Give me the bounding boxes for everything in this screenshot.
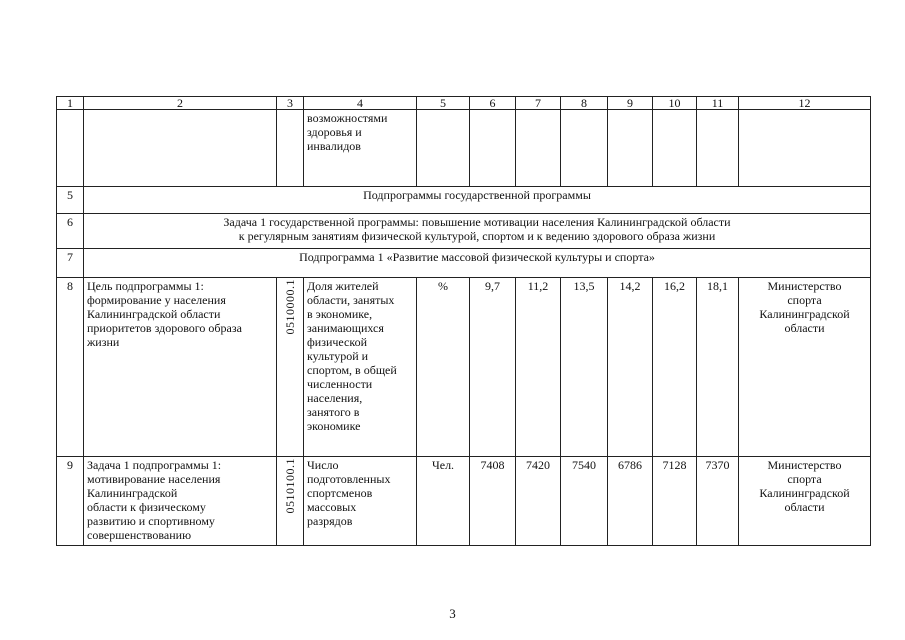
page-number: 3 <box>449 606 456 621</box>
value-cell: 14,2 <box>608 278 653 457</box>
code-cell <box>277 457 304 546</box>
indicator-cell: Число подготовленных спортсменов массовых разрядов <box>304 457 417 546</box>
value-cell: 7370 <box>697 457 739 546</box>
empty-cell <box>417 110 470 187</box>
goal-cell: Задача 1 подпрограммы 1: мотивирование населения Калининградской области к физическому развитию и спортивному совершенствованию <box>84 457 277 546</box>
empty-cell <box>561 110 608 187</box>
empty-cell <box>739 110 871 187</box>
row-number: 6 <box>57 214 84 249</box>
empty-cell <box>84 110 277 187</box>
header-cell: 1 <box>57 97 84 110</box>
value-cell: 16,2 <box>653 278 697 457</box>
table-row-9 <box>57 457 871 546</box>
empty-cell <box>608 110 653 187</box>
table-header-row <box>57 97 871 110</box>
empty-cell <box>516 110 561 187</box>
goal-cell: Цель подпрограммы 1: формирование у населения Калининградской области приоритетов здорового образа жизни <box>84 278 277 457</box>
empty-cell <box>57 110 84 187</box>
value-cell: 7408 <box>470 457 516 546</box>
indicator-cell: возможностями здоровья и инвалидов <box>304 110 417 187</box>
header-cell: 4 <box>304 97 417 110</box>
header-cell: 11 <box>697 97 739 110</box>
responsible-cell: Министерство спорта Калининградской области <box>739 457 871 546</box>
row-number: 5 <box>57 187 84 214</box>
empty-cell <box>653 110 697 187</box>
header-cell: 2 <box>84 97 277 110</box>
value-cell: 6786 <box>608 457 653 546</box>
empty-cell <box>697 110 739 187</box>
table-row-5 <box>57 187 871 214</box>
empty-cell <box>277 110 304 187</box>
header-cell: 8 <box>561 97 608 110</box>
section-heading: Подпрограммы государственной программы <box>84 187 871 214</box>
unit-cell: % <box>417 278 470 457</box>
row-number: 8 <box>57 278 84 457</box>
row-number: 7 <box>57 249 84 278</box>
subprogram-heading: Подпрограмма 1 «Развитие массовой физической культуры и спорта» <box>84 249 871 278</box>
code-text: 0510100.1 <box>283 458 297 514</box>
header-cell: 12 <box>739 97 871 110</box>
unit-cell: Чел. <box>417 457 470 546</box>
value-cell: 7128 <box>653 457 697 546</box>
table-row-7 <box>57 249 871 278</box>
table-row-6 <box>57 214 871 249</box>
row-number: 9 <box>57 457 84 546</box>
header-cell: 10 <box>653 97 697 110</box>
code-text: 0510000.1 <box>283 279 297 335</box>
table-row-continued <box>57 110 871 187</box>
header-cell: 9 <box>608 97 653 110</box>
value-cell: 7420 <box>516 457 561 546</box>
header-cell: 7 <box>516 97 561 110</box>
header-cell: 3 <box>277 97 304 110</box>
code-cell <box>277 278 304 457</box>
header-cell: 6 <box>470 97 516 110</box>
task-heading: Задача 1 государственной программы: повышение мотивации населения Калининградской области к регулярным занятиям физической культурой, спортом и к ведению здорового образа жизни <box>84 214 871 249</box>
value-cell: 18,1 <box>697 278 739 457</box>
value-cell: 7540 <box>561 457 608 546</box>
indicator-cell: Доля жителей области, занятых в экономике, занимающихся физической культурой и спортом, в общей численности населения, занятого в экономике <box>304 278 417 457</box>
value-cell: 13,5 <box>561 278 608 457</box>
empty-cell <box>470 110 516 187</box>
header-cell: 5 <box>417 97 470 110</box>
value-cell: 9,7 <box>470 278 516 457</box>
responsible-cell: Министерство спорта Калининградской области <box>739 278 871 457</box>
value-cell: 11,2 <box>516 278 561 457</box>
indicators-table <box>56 96 871 546</box>
table-row-8 <box>57 278 871 457</box>
